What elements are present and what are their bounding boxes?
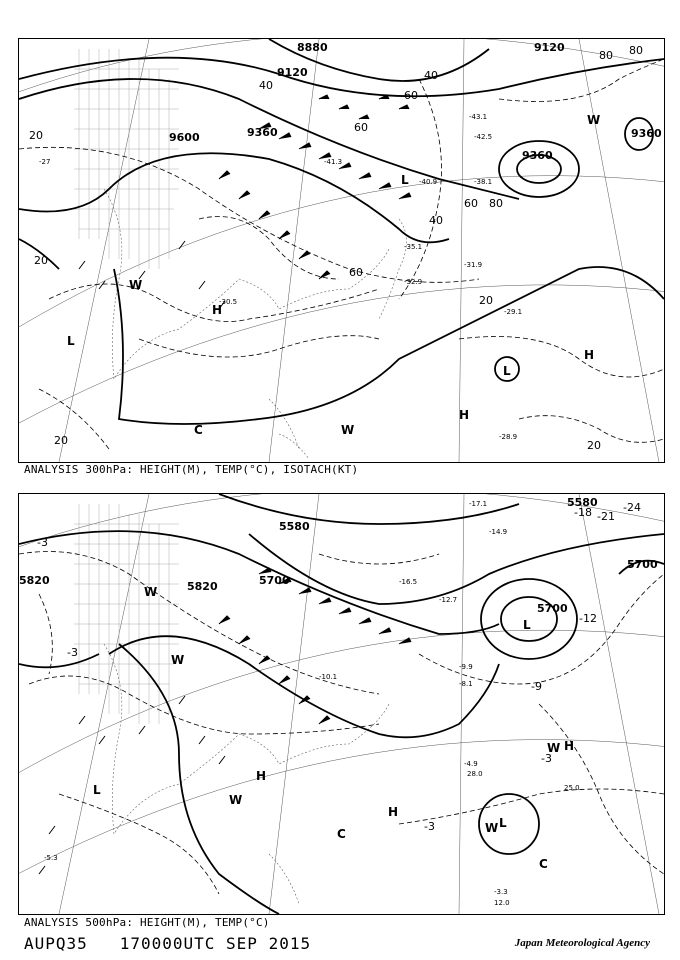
isotach-label: 60 xyxy=(404,89,418,102)
high-pressure-center: H xyxy=(256,769,267,783)
isotach-label: 20 xyxy=(54,434,68,447)
map-panel-300hpa xyxy=(18,38,665,463)
temp-value: -30.5 xyxy=(219,298,238,306)
low-pressure-center: L xyxy=(523,618,531,632)
temp-contour-label: -24 xyxy=(623,501,641,514)
height-label: 8880 xyxy=(297,41,328,54)
temp-value: -16.5 xyxy=(399,578,418,586)
temp-value: 25.0 xyxy=(564,784,580,792)
height-label: 5580 xyxy=(279,520,310,533)
temp-value: -4.9 xyxy=(464,760,478,768)
dashed-isotherms-300 xyxy=(19,59,664,449)
temp-value: -35.1 xyxy=(404,243,423,251)
height-label: 9600 xyxy=(169,131,200,144)
high-pressure-center: H xyxy=(564,739,575,753)
map-500hpa-canvas xyxy=(19,494,664,914)
height-label: 9360 xyxy=(631,127,662,140)
temp-contour-label: -21 xyxy=(597,510,615,523)
temp-value: -10.1 xyxy=(319,673,338,681)
temp-value: -43.1 xyxy=(469,113,488,121)
high-pressure-center: H xyxy=(388,805,399,819)
height-label: 5700 xyxy=(259,574,290,587)
temp-value: -29.1 xyxy=(504,308,523,316)
temp-contour-label: -3 xyxy=(424,820,435,833)
temp-value: -31.9 xyxy=(464,261,483,269)
height-label: 9360 xyxy=(247,126,278,139)
chart-id-code: AUPQ35 xyxy=(24,934,88,953)
high-pressure-center: H xyxy=(459,408,470,422)
warm-center: W xyxy=(129,278,143,292)
terrain-hatch xyxy=(74,504,179,724)
coastline xyxy=(104,644,389,904)
temp-value: -17.1 xyxy=(469,500,488,508)
temp-contour-label: -9 xyxy=(531,680,542,693)
isotach-label: 20 xyxy=(29,129,43,142)
temp-value: -27 xyxy=(39,158,51,166)
wind-barbs-500 xyxy=(39,568,411,874)
low-pressure-center: L xyxy=(503,364,511,378)
low-pressure-center: L xyxy=(401,173,409,187)
height-label: 9360 xyxy=(522,149,553,162)
warm-center: W xyxy=(587,113,601,127)
map-300hpa-canvas xyxy=(19,39,664,462)
warm-center: W xyxy=(229,793,243,807)
coastline xyxy=(104,189,407,459)
low-pressure-center: L xyxy=(67,334,75,348)
height-label: 5580 xyxy=(567,496,598,509)
height-label: 9120 xyxy=(277,66,308,79)
temp-contour-label: -3 xyxy=(541,752,552,765)
temp-value: -42.5 xyxy=(474,133,493,141)
isotach-label: 20 xyxy=(34,254,48,267)
temp-value: -12.7 xyxy=(439,596,458,604)
temp-value: -14.9 xyxy=(489,528,508,536)
isotach-label: 40 xyxy=(424,69,438,82)
chart-header xyxy=(24,934,311,953)
valid-time: 170000UTC SEP 2015 xyxy=(119,934,312,953)
map-panel-500hpa xyxy=(18,493,665,915)
isotach-label: 20 xyxy=(479,294,493,307)
warm-center: W xyxy=(171,653,185,667)
cold-center: C xyxy=(539,857,548,871)
isotach-label: 80 xyxy=(629,44,643,57)
temp-value: -5.3 xyxy=(44,854,58,862)
cold-center: C xyxy=(194,423,203,437)
height-label: 5820 xyxy=(19,574,50,587)
temp-value: -40.9 xyxy=(419,178,438,186)
height-contours-500 xyxy=(19,494,664,914)
temp-contour-label: -18 xyxy=(574,506,592,519)
low-pressure-center: L xyxy=(93,783,101,797)
isotach-label: 20 xyxy=(587,439,601,452)
temp-contour-label: -12 xyxy=(579,612,597,625)
isotach-label: 80 xyxy=(599,49,613,62)
isotach-label: 60 xyxy=(464,197,478,210)
warm-center: W xyxy=(547,741,561,755)
isotach-label: 60 xyxy=(354,121,368,134)
temp-contour-label: -3 xyxy=(37,536,48,549)
temp-value: 12.0 xyxy=(494,899,510,907)
height-label: 5700 xyxy=(537,602,568,615)
isotach-label: 40 xyxy=(429,214,443,227)
warm-center: W xyxy=(485,821,499,835)
temp-contour-label: -3 xyxy=(67,646,78,659)
temp-value: -32.9 xyxy=(404,278,423,286)
isotach-label: 80 xyxy=(489,197,503,210)
low-pressure-center: L xyxy=(499,816,507,830)
temp-value: -3.3 xyxy=(494,888,508,896)
temp-value: -9.9 xyxy=(459,663,473,671)
cold-center: C xyxy=(337,827,346,841)
warm-center: W xyxy=(341,423,355,437)
isotach-label: 40 xyxy=(259,79,273,92)
panel-caption-500hpa: ANALYSIS 500hPa: HEIGHT(M), TEMP(°C) xyxy=(24,916,270,929)
temp-value: 28.0 xyxy=(467,770,483,778)
temp-value: -28.9 xyxy=(499,433,518,441)
height-label: 5700 xyxy=(627,558,658,571)
height-contours-300 xyxy=(19,39,664,424)
high-pressure-center: H xyxy=(584,348,595,362)
graticule xyxy=(19,494,664,914)
temp-value: -38.1 xyxy=(474,178,493,186)
temp-value: -41.3 xyxy=(324,158,343,166)
height-label: 9120 xyxy=(534,41,565,54)
height-label: 5820 xyxy=(187,580,218,593)
agency-credit: Japan Meteorological Agency xyxy=(514,937,650,949)
isotach-label: 60 xyxy=(349,266,363,279)
panel-caption-300hpa: ANALYSIS 300hPa: HEIGHT(M), TEMP(°C), ISOTACH(KT) xyxy=(24,463,359,476)
warm-center: W xyxy=(144,585,158,599)
temp-value: -8.1 xyxy=(459,680,473,688)
high-pressure-center: H xyxy=(212,303,223,317)
